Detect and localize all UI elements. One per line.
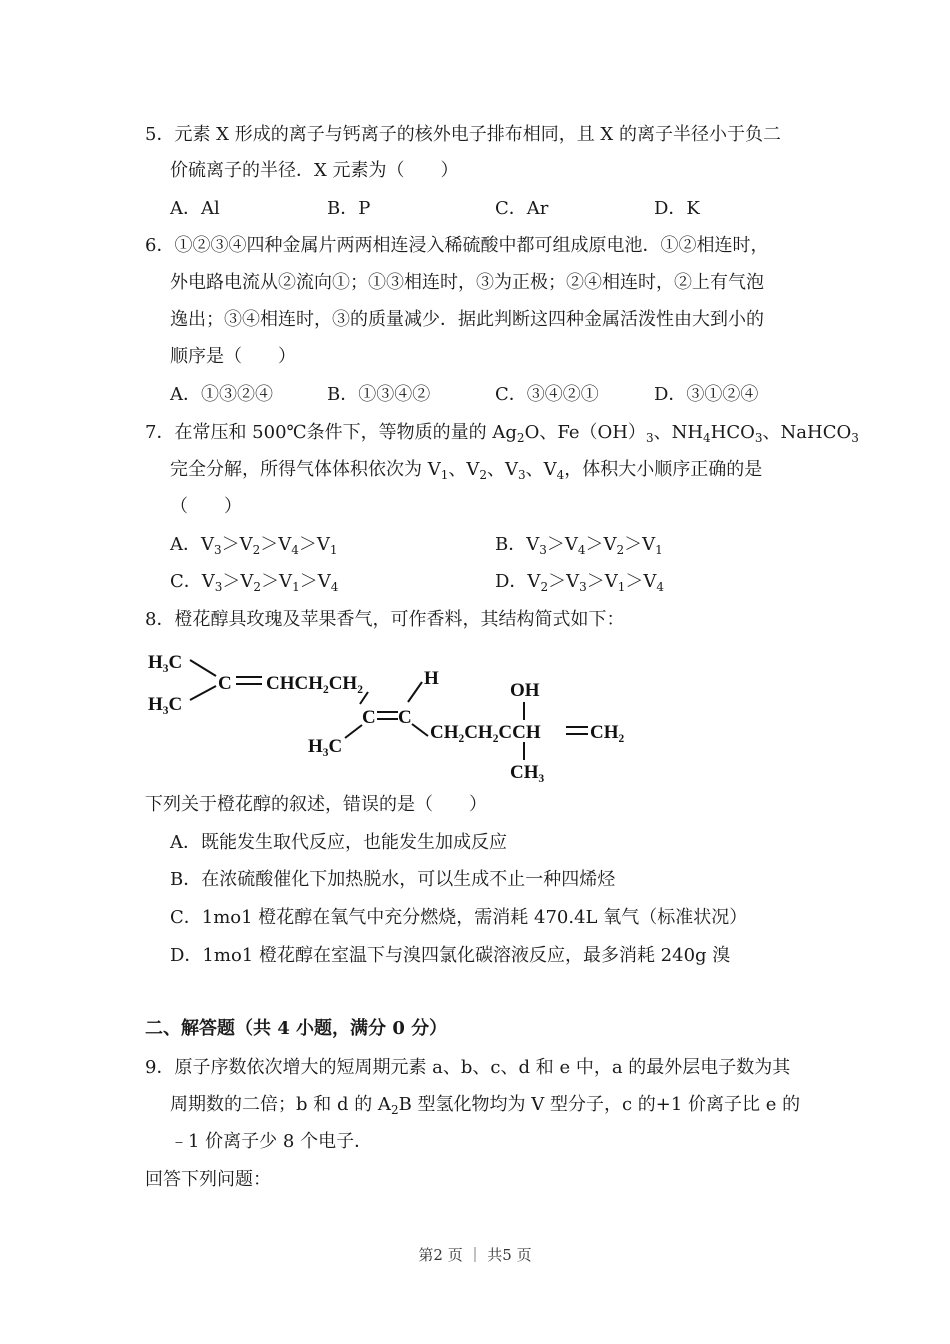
nerolidol-structure-diagram bbox=[140, 640, 640, 785]
answer-prompt: 回答下列问题： bbox=[145, 1169, 271, 1190]
q7-text: 、NaHCO bbox=[762, 422, 852, 443]
group-h3c-top: H₃C bbox=[148, 652, 183, 673]
q8-question: 下列关于橙花醇的叙述，错误的是（ ） bbox=[145, 794, 487, 815]
q7-line2 bbox=[170, 457, 762, 483]
q7-number: 7． bbox=[145, 422, 175, 443]
subscript: 1 bbox=[655, 543, 663, 557]
q5-option-a: A．Al bbox=[170, 198, 220, 219]
subscript: 2 bbox=[540, 580, 549, 594]
q8-option-b: B．在浓硫酸催化下加热脱水，可以生成不止一种四烯烃 bbox=[170, 869, 616, 890]
atom-c1: C bbox=[218, 673, 232, 694]
q7-line3: （ ） bbox=[170, 496, 242, 517]
subscript: 2 bbox=[479, 468, 488, 482]
subscript: 2 bbox=[253, 580, 262, 594]
bond-line bbox=[345, 725, 362, 738]
gt-sign: ＞V bbox=[586, 571, 618, 592]
group-ch2-end: CH₂ bbox=[590, 722, 625, 743]
subscript: 3 bbox=[851, 431, 859, 445]
bond-line bbox=[412, 724, 428, 736]
gt-sign: ＞V bbox=[221, 534, 253, 555]
group-h3c-bottom: H₃C bbox=[308, 736, 343, 757]
group-ch3: CH₃ bbox=[510, 762, 545, 783]
q7-option-c bbox=[170, 569, 338, 595]
q5-option-d: D．K bbox=[654, 198, 700, 219]
gt-sign: ＞V bbox=[222, 571, 254, 592]
gt-sign: ＞V bbox=[624, 534, 656, 555]
atom-c3: C bbox=[398, 707, 412, 728]
q9-text: 周期数的二倍；b 和 d 的 A bbox=[170, 1094, 391, 1115]
subscript: 1 bbox=[440, 468, 449, 482]
q7-text: 、V bbox=[448, 459, 480, 480]
q7-line1 bbox=[145, 420, 859, 446]
subscript: 3 bbox=[539, 543, 547, 557]
gt-sign: ＞V bbox=[585, 534, 617, 555]
subscript: 2 bbox=[390, 1103, 399, 1117]
q8-option-a: A．既能发生取代反应，也能发生加成反应 bbox=[170, 832, 507, 853]
q6-line4: 顺序是（ ） bbox=[170, 346, 296, 367]
subscript: 4 bbox=[556, 468, 565, 482]
q5-line1: 5．元素 X 形成的离子与钙离子的核外电子排布相同，且 X 的离子半径小于负二 bbox=[145, 124, 781, 145]
subscript: 2 bbox=[252, 543, 261, 557]
gt-sign: ＞V bbox=[625, 571, 657, 592]
subscript: 3 bbox=[214, 580, 223, 594]
q7-option-d bbox=[495, 569, 664, 595]
q6-option-d: D．③①②④ bbox=[654, 384, 759, 405]
q7-text: 、NH bbox=[653, 422, 704, 443]
q8-line1: 8．橙花醇具玫瑰及苹果香气，可作香料，其结构简式如下： bbox=[145, 609, 625, 630]
group-h3c-mid: H₃C bbox=[148, 694, 183, 715]
option-label: A．V bbox=[170, 534, 214, 555]
bond-line bbox=[190, 660, 216, 676]
subscript: 4 bbox=[330, 580, 339, 594]
q5-option-b: B．P bbox=[327, 198, 371, 219]
section-title: 二、解答题（共 4 小题，满分 0 分） bbox=[145, 1018, 448, 1039]
q6-line2: 外电路电流从②流向①；①③相连时，③为正极；②④相连时，②上有气泡 bbox=[170, 272, 764, 293]
q6-option-c: C．③④②① bbox=[495, 384, 599, 405]
gt-sign: ＞V bbox=[546, 534, 578, 555]
bond-line bbox=[408, 682, 422, 702]
gt-sign: ＞V bbox=[298, 534, 330, 555]
subscript: 4 bbox=[291, 543, 299, 557]
q6-option-a: A．①③②④ bbox=[170, 384, 273, 405]
q5-line2: 价硫离子的半径．X 元素为（ ） bbox=[170, 160, 459, 181]
page-footer: 第2 页 ｜ 共5 页 bbox=[418, 1246, 532, 1264]
q7-option-a bbox=[170, 532, 338, 558]
subscript: 4 bbox=[703, 431, 711, 445]
option-label: D．V bbox=[495, 571, 541, 592]
subscript: 3 bbox=[579, 580, 587, 594]
q7-text: 在常压和 500℃条件下，等物质的量的 Ag bbox=[174, 422, 517, 443]
q5-option-c: C．Ar bbox=[495, 198, 549, 219]
subscript: 1 bbox=[329, 543, 338, 557]
chain-segment-2: CH₂CH₂CCH bbox=[430, 722, 541, 743]
q7-text: O、Fe（OH） bbox=[524, 422, 646, 443]
q7-text: HCO bbox=[710, 422, 755, 443]
gt-sign: ＞V bbox=[260, 534, 292, 555]
atom-c2: C bbox=[362, 707, 376, 728]
q8-option-c: C．1mo1 橙花醇在氧气中充分燃烧，需消耗 470.4L 氧气（标准状况） bbox=[170, 907, 748, 928]
q7-text: 、V bbox=[487, 459, 519, 480]
q7-text: 完全分解，所得气体体积依次为 V bbox=[170, 459, 441, 480]
atom-h: H bbox=[424, 668, 439, 689]
subscript: 3 bbox=[518, 468, 526, 482]
chain-segment-1: CHCH₂CH₂ bbox=[266, 673, 363, 694]
q7-text: ，体积大小顺序正确的是 bbox=[564, 459, 763, 480]
q9-line1: 9．原子序数依次增大的短周期元素 a、b、c、d 和 e 中，a 的最外层电子数为其 bbox=[145, 1057, 791, 1078]
q6-line3: 逸出；③④相连时，③的质量减少．据此判断这四种金属活泼性由大到小的 bbox=[170, 309, 764, 330]
q6-option-b: B．①③④② bbox=[327, 384, 431, 405]
subscript: 3 bbox=[645, 431, 654, 445]
gt-sign: ＞V bbox=[299, 571, 331, 592]
q9-line2 bbox=[170, 1092, 800, 1118]
q7-text: 、V bbox=[525, 459, 557, 480]
q9-text: B 型氢化物均为 V 型分子，c 的+1 价离子比 e 的 bbox=[398, 1094, 801, 1115]
gt-sign: ＞V bbox=[548, 571, 580, 592]
subscript: 4 bbox=[577, 543, 586, 557]
q7-option-b bbox=[495, 532, 663, 558]
q8-option-d: D．1mo1 橙花醇在室温下与溴四氯化碳溶液反应，最多消耗 240g 溴 bbox=[170, 945, 731, 966]
option-label: C．V bbox=[170, 571, 215, 592]
bond-line bbox=[190, 686, 216, 700]
gt-sign: ＞V bbox=[261, 571, 293, 592]
subscript: 1 bbox=[617, 580, 626, 594]
subscript: 4 bbox=[656, 580, 664, 594]
group-oh: OH bbox=[510, 680, 540, 701]
subscript: 3 bbox=[214, 543, 222, 557]
option-label: B．V bbox=[495, 534, 540, 555]
q6-line1: 6．①②③④四种金属片两两相连浸入稀硫酸中都可组成原电池．①②相连时， bbox=[145, 235, 769, 256]
subscript: 2 bbox=[616, 543, 625, 557]
q9-line3: ﹣1 价离子少 8 个电子． bbox=[170, 1131, 373, 1152]
subscript: 2 bbox=[516, 431, 525, 445]
subscript: 3 bbox=[754, 431, 763, 445]
subscript: 1 bbox=[292, 580, 300, 594]
